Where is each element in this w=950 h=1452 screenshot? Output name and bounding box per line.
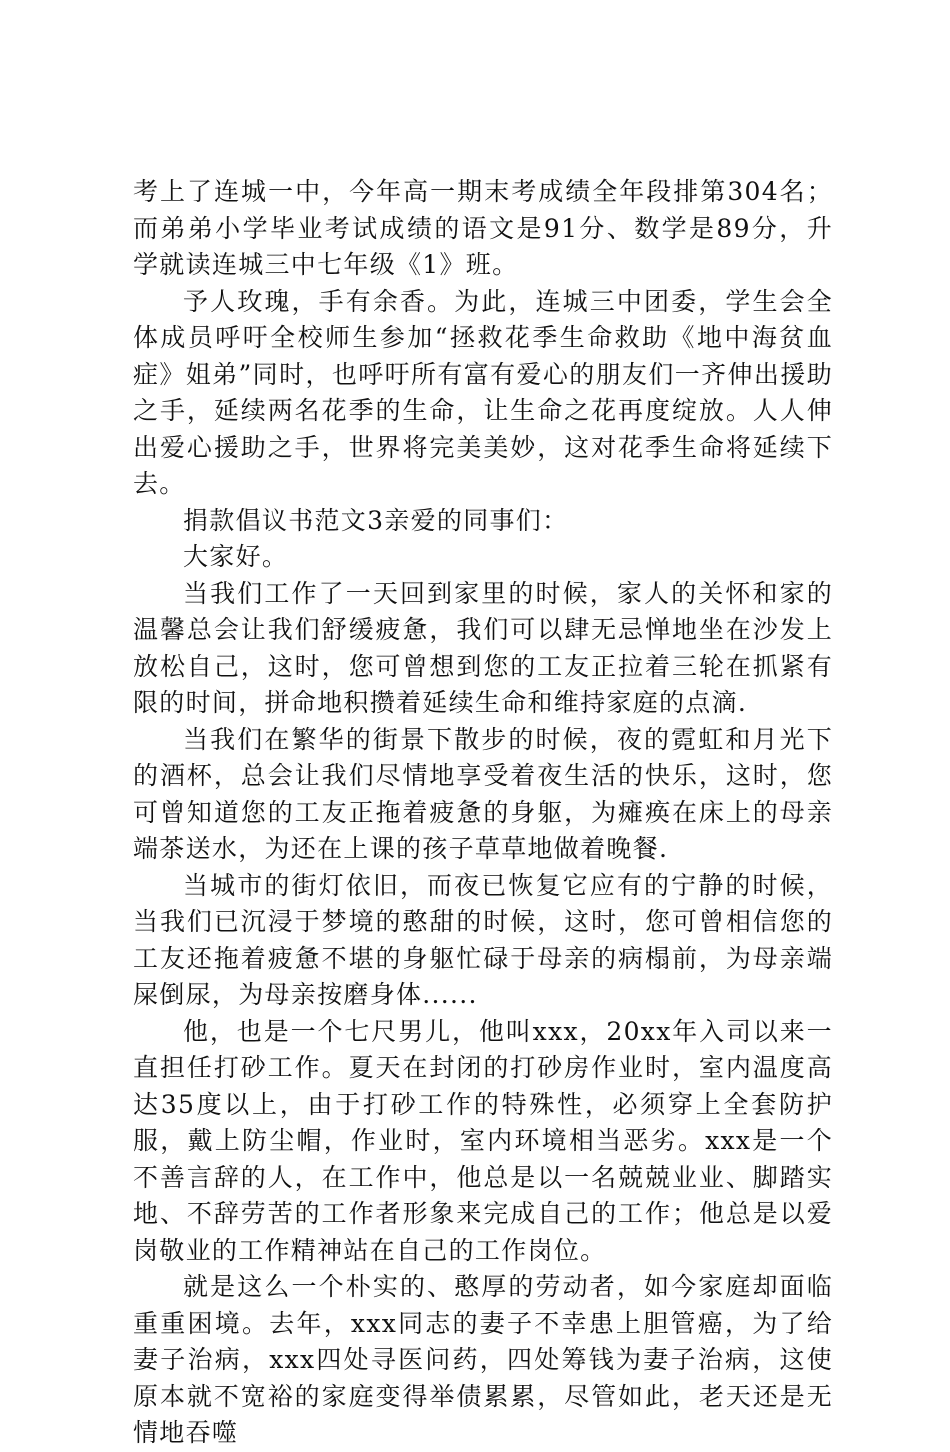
document-body [133, 174, 833, 1452]
paragraph-heading-sample3: 捐款倡议书范文3亲爱的同事们： [183, 505, 569, 535]
paragraph-greeting: 大家好。 [183, 542, 289, 571]
paragraph-night: 当城市的街灯依旧，而夜已恢复它应有的宁静的时候，当我们已沉浸于梦境的憨甜的时候，这时，您可曾相信您的工友还拖着疲惫不堪的身躯忙碌于母亲的病榻前，为母亲端屎倒尿，为母亲按磨身体...... [133, 870, 833, 1009]
paragraph-hardship: 就是这么一个朴实的、憨厚的劳动者，如今家庭却面临重重困境。去年，xxx同志的妻子不幸患上胆管癌，为了给妻子治病，xxx四处寻医问药，四处筹钱为妻子治病，这使原本就不宽裕的家庭变得举债累累，尽管如此，老天还是无情地吞噬 [133, 1272, 833, 1447]
paragraph-street: 当我们在繁华的街景下散步的时候，夜的霓虹和月光下的酒杯，总会让我们尽情地享受着夜生活的快乐，这时，您可曾知道您的工友正拖着疲惫的身躯，为瘫痪在床上的母亲端茶送水，为还在上课的孩子草草地做着晚餐. [133, 724, 833, 863]
paragraph-continuation: 考上了连城一中，今年高一期末考成绩全年段排第304名；而弟弟小学毕业考试成绩的语文是91分、数学是89分，升学就读连城三中七年级《1》班。 [133, 177, 833, 279]
paragraph-home: 当我们工作了一天回到家里的时候，家人的关怀和家的温馨总会让我们舒缓疲惫，我们可以肆无忌惮地坐在沙发上放松自己，这时，您可曾想到您的工友正拉着三轮在抓紧有限的时间，拼命地积攒着延续生命和维持家庭的点滴. [133, 578, 833, 717]
paragraph-appeal: 予人玫瑰，手有余香。为此，连城三中团委，学生会全体成员呼吁全校师生参加“拯救花季生命救助《地中海贫血症》姐弟”同时，也呼吁所有富有爱心的朋友们一齐伸出援助之手，延续两名花季的生命，让生命之花再度绽放。人人伸出爱心援助之手，世界将完美美妙，这对花季生命将延续下去。 [133, 286, 833, 498]
paragraph-worker: 他，也是一个七尺男儿，他叫xxx，20xx年入司以来一直担任打砂工作。夏天在封闭的打砂房作业时，室内温度高达35度以上，由于打砂工作的特殊性，必须穿上全套防护服，戴上防尘帽，作业时，室内环境相当恶劣。xxx是一个不善言辞的人，在工作中，他总是以一名兢兢业业、脚踏实地、不辞劳苦的工作者形象来完成自己的工作；他总是以爱岗敬业的工作精神站在自己的工作岗位。 [133, 1016, 833, 1265]
